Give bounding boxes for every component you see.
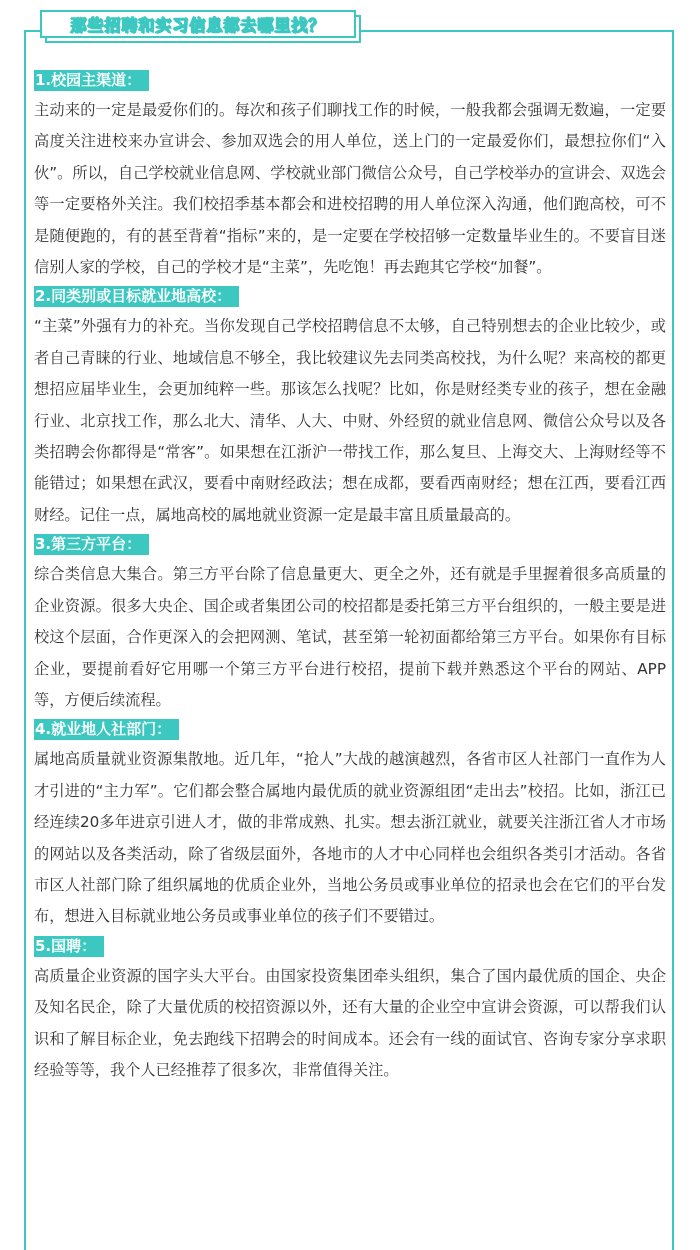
page-title: 那些招聘和实习信息都去哪里找？ xyxy=(70,15,326,35)
section-heading: 2.同类别或目标就业地高校： xyxy=(34,286,239,307)
section-heading: 5.国聘： xyxy=(34,936,104,957)
section-paragraph: 高质量企业资源的国字头大平台。由国家投资集团牵头组织，集合了国内最优质的国企、央企及知名民企，除了大量优质的校招资源以外，还有大量的企业空中宣讲会资源，可以帮我们认识和了解目标企业，免去跑线下招聘会的时间成本。还会有一线的面试官、咨询专家分享求职经验等等，我个人已经推荐了很多次，非常值得关注。 xyxy=(34,966,666,1079)
article-body xyxy=(34,70,666,1089)
title-box xyxy=(40,10,356,38)
section-heading: 1.校园主渠道： xyxy=(34,70,149,91)
section-hr-department xyxy=(34,719,666,932)
section-paragraph: 主动来的一定是最爱你们的。每次和孩子们聊找工作的时候，一般我都会强调无数遍，一定要高度关注进校来办宣讲会、参加双选会的用人单位，送上门的一定最爱你们，最想拉你们“入伙”。所以，自己学校就业信息网、学校就业部门微信公众号，自己学校举办的宣讲会、双选会等一定要格外关注。我们校招季基本都会和进校招聘的用人单位深入沟通，他们跑高校，可不是随便跑的，有的甚至背着“指标”来的，是一定要在学校招够一定数量毕业生的。不要盲目迷信别人家的学校，自己的学校才是“主菜”，先吃饱！再去跑其它学校“加餐”。 xyxy=(34,101,666,277)
section-peer-universities xyxy=(34,286,666,531)
section-campus xyxy=(34,70,666,283)
section-paragraph: “主菜”外强有力的补充。当你发现自己学校招聘信息不太够，自己特别想去的企业比较少，或者自己青睐的行业、地域信息不够全，我比较建议先去同类高校找，为什么呢？来高校的都更想招应届毕业生，会更加纯粹一些。那该怎么找呢？比如，你是财经类专业的孩子，想在金融行业、北京找工作，那么北大、清华、人大、中财、外经贸的就业信息网、微信公众号以及各类招聘会你都得是“常客”。如果想在江浙沪一带找工作，那么复旦、上海交大、上海财经等不能错过；如果想在武汉，要看中南财经政法；想在成都，要看西南财经；想在江西，要看江西财经。记住一点，属地高校的属地就业资源一定是最丰富且质量最高的。 xyxy=(34,317,666,524)
section-heading: 4.就业地人社部门： xyxy=(34,719,179,740)
title-banner xyxy=(40,10,362,44)
section-paragraph: 属地高质量就业资源集散地。近几年，“抢人”大战的越演越烈，各省市区人社部门一直作为人才引进的“主力军”。它们都会整合属地内最优质的就业资源组团“走出去”校招。比如，浙江已经连续20多年进京引进人才，做的非常成熟、扎实。想去浙江就业，就要关注浙江省人才市场的网站以及各类活动，除了省级层面外，各地市的人才中心同样也会组织各类引才活动。各省市区人社部门除了组织属地的优质企业外，当地公务员或事业单位的招录也会在它们的平台发布，想进入目标就业地公务员或事业单位的孩子们不要错过。 xyxy=(34,750,666,926)
section-heading: 3.第三方平台： xyxy=(34,534,149,555)
section-guopin xyxy=(34,936,666,1087)
section-paragraph: 综合类信息大集合。第三方平台除了信息量更大、更全之外，还有就是手里握着很多高质量的企业资源。很多大央企、国企或者集团公司的校招都是委托第三方平台组织的，一般主要是进校这个层面，合作更深入的会把网测、笔试，甚至第一轮初面都给第三方平台。如果你有目标企业，要提前看好它用哪一个第三方平台进行校招，提前下载并熟悉这个平台的网站、APP等，方便后续流程。 xyxy=(34,565,666,709)
section-third-party xyxy=(34,534,666,716)
